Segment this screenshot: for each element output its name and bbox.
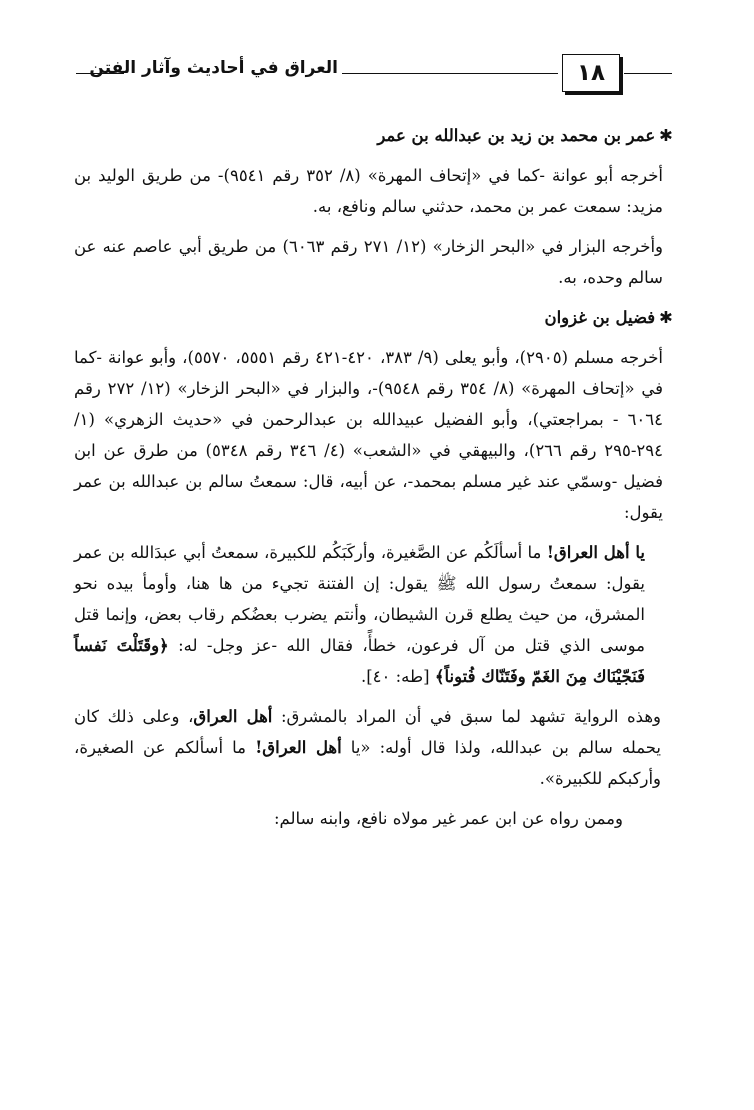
hadith-quote — [74, 537, 673, 692]
quran-verse: ﴿وقَتَلْتَ نَفساً فَنَجّيْنَاك مِنَ الغَمّ وفَتَنّاك فُتوناً﴾ — [74, 636, 645, 686]
page-body — [74, 120, 673, 843]
paragraph-bazzar: وأخرجه البزار في «البحر الزخار» (١٢/ ٢٧١ رقم ٦٠٦٣) من طريق أبي عاصم عنه عن سالم وحده، به. — [74, 237, 664, 287]
quote-lead: يا أهل العراق! — [546, 543, 645, 562]
page-number: ١٨ — [562, 54, 620, 92]
header-rule-right — [624, 73, 672, 74]
closing-line: وممن رواه عن ابن عمر غير مولاه نافع، وابنه سالم: — [273, 809, 623, 828]
running-header — [76, 52, 672, 98]
running-title: العراق في أحاديث وآثار الفتن — [89, 58, 338, 78]
paragraph-takhrij-muslim: أخرجه مسلم (٢٩٠٥)، وأبو يعلى (٩/ ٣٨٣، ٤٢٠-٤٢١ رقم ٥٥٥١، ٥٥٧٠)، وأبو عوانة -كما في «إتحاف المهرة» (٨/ ٣٥٤ رقم ٩٥٤٨)-، والبزار في «البحر الزخار» (١٢/ ٢٧٢ رقم ٦٠٦٤ - بمراجعتي)، وأبو الفضيل عبيدالله بن عبدالرحمن في «حديث الزهري» (١/ ٢٩٤-٢٩٥ رقم ٢٦٦)، والبيهقي في «الشعب» (٤/ ٣٤٦ رقم ٥٣٤٨) من طرق عن ابن فضيل -وسمّي عند غير مسلم بمحمد-، عن أبيه، قال: سمعتُ سالم بن عبدالله بن عمر يقول: — [74, 348, 664, 522]
header-rule-middle — [342, 73, 558, 74]
paragraph-abu-awana: أخرجه أبو عوانة -كما في «إتحاف المهرة» (٨/ ٣٥٢ رقم ٩٥٤١)- من طريق الوليد بن مزيد: سمعت عمر بن محمد، حدثني سالم ونافع، به. — [74, 166, 664, 216]
commentary-paragraph: وهذه الرواية تشهد لما سبق في أن المراد بالمشرق: أهل العراق، وعلى ذلك كان يحمله سالم بن عبدالله، ولذا قال أوله: «يا أهل العراق! ما أسألكم عن الصغيرة، وأركبكم للكبيرة». — [74, 707, 661, 788]
commentary-emphasis: أهل العراق! — [255, 738, 342, 757]
asterisk-icon: ✱ — [659, 126, 673, 145]
quote-text: ما أسألَكُم عن الصَّغيرة، وأركَبَكُم للكبيرة، سمعتُ أبي عبدَالله بن عمر يقول: سمعتُ رسول الله ﷺ يقول: إن الفتنة تجيء من ها هنا، وأومأ بيده نحو المشرق، من حيث يطلع قرن الشيطان، وأنتم يضرب بعضُكم رقاب بعض، وإنما قتل موسى الذي قتل من آل فرعون، خطأً، فقال الله -عز وجل- له: — [74, 543, 645, 655]
verse-citation: [طه: ٤٠]. — [360, 667, 435, 686]
asterisk-icon: ✱ — [659, 308, 673, 327]
commentary-emphasis: أهل العراق — [193, 707, 273, 726]
section-heading-fudayl-ibn-ghazwan: ✱فضيل بن غزوان — [544, 308, 673, 327]
section-heading-umar-ibn-muhammad: ✱عمر بن محمد بن زيد بن عبدالله بن عمر — [377, 126, 673, 145]
